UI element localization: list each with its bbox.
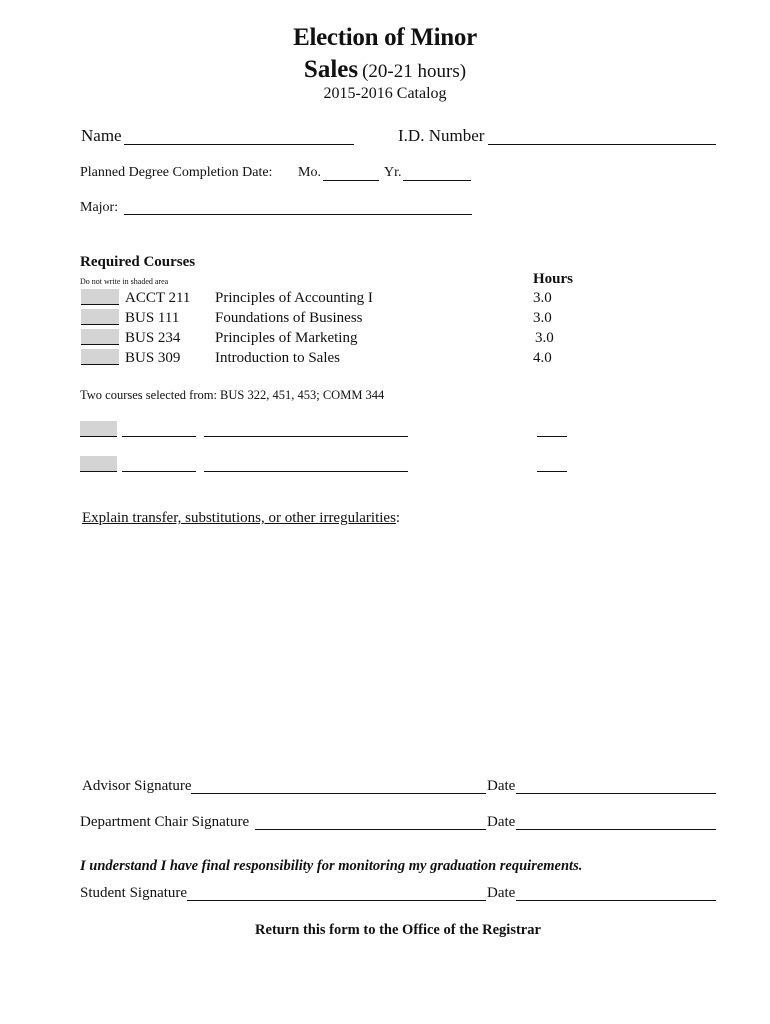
elective-code-field[interactable] — [122, 471, 196, 472]
year-label: Yr. — [384, 165, 402, 180]
explain-area[interactable] — [80, 535, 720, 760]
form-title: Election of Minor — [293, 24, 477, 51]
minor-hours: (20-21 hours) — [362, 61, 467, 82]
minor-name: Sales — [303, 56, 359, 83]
course-code: BUS 111 — [125, 310, 180, 326]
elective-hours-field[interactable] — [537, 436, 567, 437]
student-signature-label: Student Signature — [80, 885, 188, 901]
hours-heading: Hours — [533, 271, 574, 287]
shaded-box — [81, 349, 119, 365]
date-label: Date — [487, 814, 516, 830]
date-label: Date — [487, 778, 516, 794]
course-code: ACCT 211 — [125, 290, 191, 306]
id-number-label: I.D. Number — [398, 126, 485, 145]
advisor-signature-label: Advisor Signature — [82, 778, 192, 794]
elective-note: Two courses selected from: BUS 322, 451, 453; COMM 344 — [80, 388, 385, 402]
advisor-date-field[interactable] — [516, 793, 716, 794]
catalog-year: 2015-2016 Catalog — [323, 85, 447, 102]
shaded-box — [80, 421, 117, 437]
explain-label: Explain transfer, substitutions, or other irregularities — [82, 510, 396, 526]
name-field[interactable] — [124, 144, 354, 145]
elective-title-field[interactable] — [204, 436, 408, 437]
course-code: BUS 309 — [125, 350, 181, 366]
shaded-box — [81, 329, 119, 345]
year-field[interactable] — [403, 180, 471, 181]
name-label: Name — [81, 126, 122, 145]
month-label: Mo. — [298, 165, 321, 180]
course-hours: 3.0 — [533, 290, 552, 306]
chair-signature-field[interactable] — [255, 829, 486, 830]
responsibility-statement: I understand I have final responsibility for monitoring my graduation requirements. — [80, 858, 583, 874]
course-hours: 3.0 — [533, 310, 552, 326]
elective-hours-field[interactable] — [537, 471, 567, 472]
completion-date-label: Planned Degree Completion Date: — [80, 165, 273, 180]
course-code: BUS 234 — [125, 330, 181, 346]
student-date-field[interactable] — [516, 900, 716, 901]
required-courses-heading: Required Courses — [80, 254, 196, 270]
chair-signature-label: Department Chair Signature — [80, 814, 250, 830]
shaded-box — [81, 289, 119, 305]
student-signature-field[interactable] — [187, 900, 486, 901]
explain-colon: : — [395, 510, 401, 526]
form-subtitle — [0, 56, 770, 84]
course-title: Principles of Marketing — [215, 330, 358, 346]
shaded-box — [80, 456, 117, 472]
advisor-signature-field[interactable] — [191, 793, 486, 794]
course-title: Principles of Accounting I — [215, 290, 373, 306]
course-hours: 4.0 — [533, 350, 552, 366]
id-number-field[interactable] — [488, 144, 716, 145]
month-field[interactable] — [323, 180, 379, 181]
course-hours: 3.0 — [535, 330, 554, 346]
shaded-box — [81, 309, 119, 325]
course-title: Foundations of Business — [215, 310, 363, 326]
elective-code-field[interactable] — [122, 436, 196, 437]
return-instructions: Return this form to the Office of the Registrar — [255, 922, 541, 938]
major-label: Major: — [80, 200, 119, 215]
course-title: Introduction to Sales — [215, 350, 340, 366]
shaded-area-note: Do not write in shaded area — [80, 277, 169, 286]
date-label: Date — [487, 885, 516, 901]
major-field[interactable] — [124, 214, 472, 215]
explain-prompt — [82, 510, 400, 527]
elective-title-field[interactable] — [204, 471, 408, 472]
chair-date-field[interactable] — [516, 829, 716, 830]
